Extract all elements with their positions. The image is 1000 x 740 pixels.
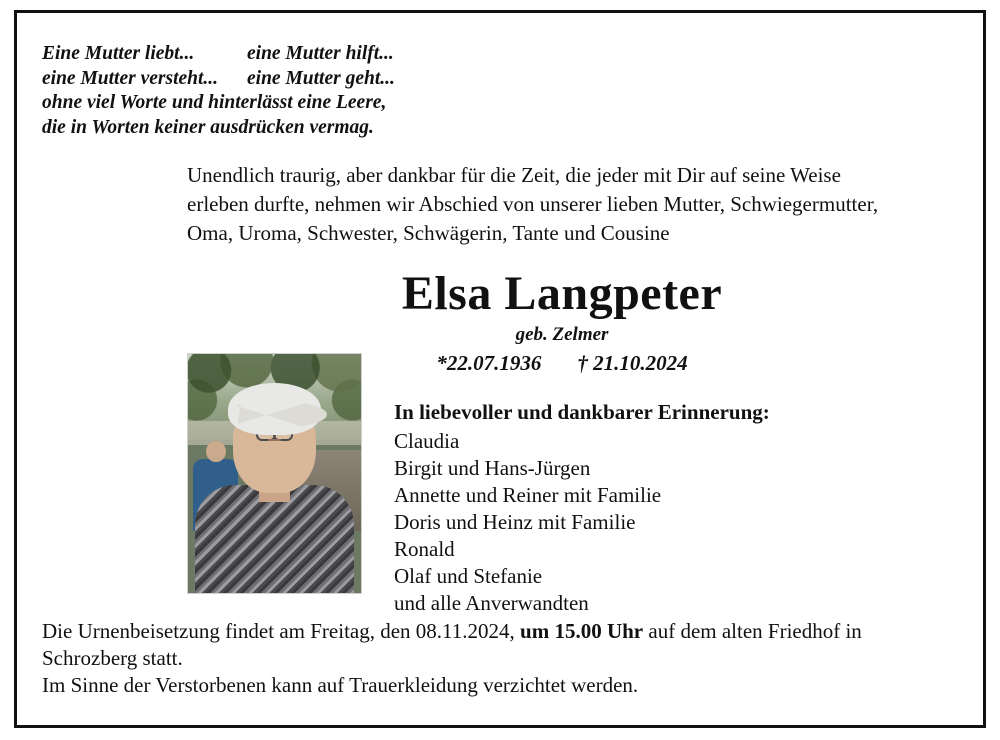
family-member: Annette und Reiner mit Familie [394,483,662,507]
funeral-details [42,618,958,699]
funeral-line-2: Schrozberg statt. [42,646,183,670]
poem-line-4: die in Worten keiner ausdrücken vermag. [42,116,374,138]
intro-line-2: erleben durfte, nehmen wir Abschied von unserer lieben Mutter, Schwiegermutter, [187,192,879,216]
funeral-line-1 [42,618,958,645]
poem-line-1a: Eine Mutter liebt... [42,43,195,64]
family-member: und alle Anverwandten [394,591,589,615]
intro-line-3: Oma, Uroma, Schwester, Schwägerin, Tante und Cousine [187,221,670,245]
family-member: Claudia [394,429,460,453]
intro-line-1: Unendlich traurig, aber dankbar für die Zeit, die jeder mit Dir auf seine Weise [187,163,841,187]
portrait-photo [187,353,362,594]
family-member: Doris und Heinz mit Familie [394,510,636,534]
photo-person-hair [228,383,321,436]
obituary-content [32,26,968,712]
family-block [394,399,934,617]
family-member: Olaf und Stefanie [394,564,543,588]
death-date: † 21.10.2024 [577,351,688,375]
family-member: Ronald [394,537,455,561]
intro-paragraph [187,161,947,248]
photo-person-mouth [268,439,281,441]
funeral-text-part-2: auf dem alten Friedhof in [643,619,862,643]
poem-line-1b: eine Mutter hilft... [247,43,394,64]
family-heading: In liebevoller und dankbarer Erinnerung: [394,400,770,424]
poem-line-2a: eine Mutter versteht... [42,67,219,89]
poem-line-3: ohne viel Worte und hinterlässt eine Leere, [42,92,387,113]
funeral-time: um 15.00 Uhr [520,619,644,643]
deceased-born-name: geb. Zelmer [515,324,609,345]
funeral-line-3: Im Sinne der Verstorbenen kann auf Trauerkleidung verzichtet werden. [42,673,639,697]
poem-block [42,42,522,140]
poem-line-2 [42,67,522,92]
poem-line-2b: eine Mutter geht... [247,67,395,89]
family-member: Birgit und Hans-Jürgen [394,456,591,480]
deceased-name: Elsa Langpeter [401,267,723,320]
funeral-text-part-1: Die Urnenbeisetzung findet am Freitag, den 08.11.2024, [42,619,521,643]
poem-line-1 [42,42,522,67]
birth-date: *22.07.1936 [436,351,542,375]
